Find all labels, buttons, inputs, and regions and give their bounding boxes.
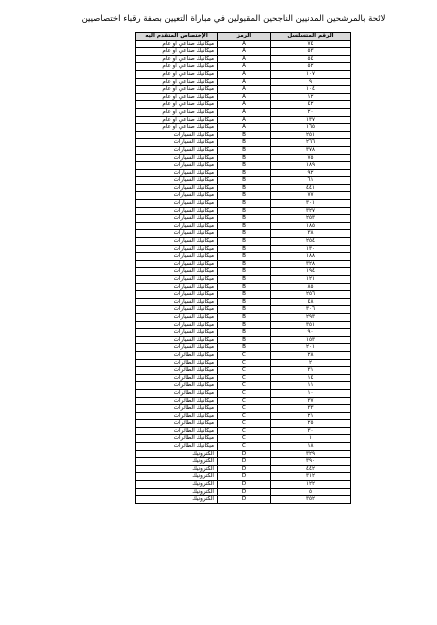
table-row: [136, 313, 351, 321]
number-cell: ١٢١: [271, 276, 351, 284]
specialty-cell: الكترونيك: [136, 450, 218, 458]
table-row: [136, 344, 351, 352]
code-cell: C: [218, 412, 271, 420]
code-cell: B: [218, 298, 271, 306]
specialty-cell: ميكانيك صناعي أو عام: [136, 78, 218, 86]
table-row: [136, 359, 351, 367]
code-cell: B: [218, 192, 271, 200]
table-row: [136, 192, 351, 200]
table-row: [136, 291, 351, 299]
table-row: [136, 70, 351, 78]
table-row: [136, 146, 351, 154]
specialty-cell: ميكانيك السيارات: [136, 313, 218, 321]
table-row: [136, 215, 351, 223]
number-cell: ٣٣: [271, 405, 351, 413]
specialty-cell: ميكانيك الطائرات: [136, 382, 218, 390]
code-cell: B: [218, 146, 271, 154]
code-cell: B: [218, 184, 271, 192]
number-cell: ٧٧: [271, 192, 351, 200]
number-cell: ٣١٢: [271, 473, 351, 481]
table-row: [136, 93, 351, 101]
table-row: [136, 374, 351, 382]
code-cell: B: [218, 215, 271, 223]
table-row: [136, 40, 351, 48]
table-row: [136, 443, 351, 451]
number-cell: ١٣٧: [271, 116, 351, 124]
number-cell: ١٦٥: [271, 124, 351, 132]
specialty-cell: ميكانيك صناعي أو عام: [136, 124, 218, 132]
code-cell: A: [218, 40, 271, 48]
specialty-cell: ميكانيك السيارات: [136, 139, 218, 147]
table-row: [136, 139, 351, 147]
code-cell: B: [218, 162, 271, 170]
code-cell: A: [218, 101, 271, 109]
code-cell: C: [218, 374, 271, 382]
code-cell: B: [218, 200, 271, 208]
specialty-cell: ميكانيك السيارات: [136, 131, 218, 139]
code-cell: A: [218, 48, 271, 56]
code-cell: B: [218, 313, 271, 321]
specialty-cell: ميكانيك السيارات: [136, 146, 218, 154]
specialty-cell: ميكانيك السيارات: [136, 253, 218, 261]
number-cell: ١٨٥: [271, 222, 351, 230]
code-cell: B: [218, 276, 271, 284]
code-cell: A: [218, 55, 271, 63]
number-cell: ٢٨: [271, 351, 351, 359]
number-cell: ١٨٩: [271, 162, 351, 170]
number-cell: ٢٦٦: [271, 139, 351, 147]
table-row: [136, 124, 351, 132]
number-cell: ٣٢٩: [271, 450, 351, 458]
specialty-cell: ميكانيك السيارات: [136, 222, 218, 230]
table-header: [136, 33, 351, 41]
number-cell: ٢٠: [271, 108, 351, 116]
code-cell: B: [218, 139, 271, 147]
specialty-cell: ميكانيك السيارات: [136, 298, 218, 306]
header-row: [136, 33, 351, 41]
specialty-cell: ميكانيك صناعي أو عام: [136, 93, 218, 101]
code-cell: C: [218, 443, 271, 451]
number-cell: ٤٤١: [271, 184, 351, 192]
code-cell: D: [218, 496, 271, 504]
number-cell: ٣٧٨: [271, 146, 351, 154]
code-cell: B: [218, 253, 271, 261]
code-cell: B: [218, 169, 271, 177]
number-cell: ٣٠٦: [271, 306, 351, 314]
number-cell: ٢٥: [271, 420, 351, 428]
specialty-cell: ميكانيك السيارات: [136, 245, 218, 253]
number-cell: ١٥٣: [271, 336, 351, 344]
number-cell: ٣٠١: [271, 200, 351, 208]
table-row: [136, 78, 351, 86]
specialty-cell: ميكانيك صناعي أو عام: [136, 86, 218, 94]
number-cell: ٣٥٢: [271, 496, 351, 504]
table-row: [136, 207, 351, 215]
specialty-cell: ميكانيك السيارات: [136, 344, 218, 352]
number-cell: ٢٥٦: [271, 291, 351, 299]
number-cell: ١٠٤: [271, 86, 351, 94]
number-cell: ١: [271, 435, 351, 443]
number-cell: ٣٢٨: [271, 260, 351, 268]
specialty-cell: ميكانيك الطائرات: [136, 374, 218, 382]
specialty-cell: ميكانيك السيارات: [136, 207, 218, 215]
specialty-cell: ميكانيك صناعي أو عام: [136, 55, 218, 63]
number-cell: ٧٤: [271, 40, 351, 48]
specialty-cell: ميكانيك صناعي أو عام: [136, 48, 218, 56]
table-row: [136, 367, 351, 375]
number-cell: ٢٠١: [271, 344, 351, 352]
specialty-cell: ميكانيك صناعي أو عام: [136, 63, 218, 71]
specialty-cell: ميكانيك السيارات: [136, 177, 218, 185]
code-cell: B: [218, 306, 271, 314]
table-row: [136, 481, 351, 489]
table-row: [136, 458, 351, 466]
table-row: [136, 238, 351, 246]
table-row: [136, 108, 351, 116]
code-cell: C: [218, 351, 271, 359]
specialty-cell: الكترونيك: [136, 465, 218, 473]
table-row: [136, 48, 351, 56]
specialty-cell: ميكانيك السيارات: [136, 154, 218, 162]
code-cell: B: [218, 230, 271, 238]
table-row: [136, 435, 351, 443]
specialty-cell: ميكانيك الطائرات: [136, 389, 218, 397]
code-cell: B: [218, 222, 271, 230]
code-header: الرمز: [218, 33, 271, 41]
number-cell: ١٤: [271, 374, 351, 382]
table-row: [136, 283, 351, 291]
code-cell: D: [218, 473, 271, 481]
number-cell: ٥: [271, 488, 351, 496]
number-cell: ٥٣: [271, 48, 351, 56]
specialty-cell: الكترونيك: [136, 496, 218, 504]
table-row: [136, 397, 351, 405]
table-row: [136, 184, 351, 192]
specialty-cell: ميكانيك السيارات: [136, 230, 218, 238]
specialty-cell: ميكانيك صناعي أو عام: [136, 108, 218, 116]
table-row: [136, 162, 351, 170]
number-cell: ١٨: [271, 443, 351, 451]
table-row: [136, 321, 351, 329]
number-cell: ٥٤: [271, 55, 351, 63]
specialty-cell: ميكانيك السيارات: [136, 306, 218, 314]
specialty-cell: ميكانيك السيارات: [136, 291, 218, 299]
code-cell: B: [218, 283, 271, 291]
specialty-cell: ميكانيك صناعي أو عام: [136, 70, 218, 78]
number-cell: ٢: [271, 359, 351, 367]
code-cell: D: [218, 481, 271, 489]
table-row: [136, 351, 351, 359]
number-cell: ٢٩٣: [271, 313, 351, 321]
specialty-cell: ميكانيك الطائرات: [136, 351, 218, 359]
specialty-cell: ميكانيك صناعي أو عام: [136, 101, 218, 109]
specialty-cell: ميكانيك الطائرات: [136, 359, 218, 367]
code-cell: C: [218, 389, 271, 397]
specialty-cell: ميكانيك الطائرات: [136, 420, 218, 428]
number-cell: ٩: [271, 78, 351, 86]
specialty-cell: ميكانيك السيارات: [136, 260, 218, 268]
table-row: [136, 496, 351, 504]
code-cell: C: [218, 367, 271, 375]
table-row: [136, 200, 351, 208]
code-cell: A: [218, 78, 271, 86]
specialty-cell: ميكانيك السيارات: [136, 238, 218, 246]
number-cell: ١٢٢: [271, 481, 351, 489]
specialty-header: الإختصاص المتقدم اليه: [136, 33, 218, 41]
specialty-cell: الكترونيك: [136, 473, 218, 481]
document-title: لائحة بالمرشحين المدنيين الناجحين المقبولين في مباراة التعيين بصفة رقباء اختصاصيين: [81, 14, 386, 24]
results-table: [135, 32, 351, 504]
number-cell: ٣١: [271, 367, 351, 375]
code-cell: B: [218, 329, 271, 337]
specialty-cell: ميكانيك السيارات: [136, 283, 218, 291]
number-cell: ٩٠: [271, 329, 351, 337]
table-body: [136, 40, 351, 503]
table-row: [136, 382, 351, 390]
table-row: [136, 389, 351, 397]
number-cell: ٤٨: [271, 298, 351, 306]
table-row: [136, 169, 351, 177]
table-row: [136, 298, 351, 306]
number-cell: ٢١: [271, 412, 351, 420]
code-cell: A: [218, 93, 271, 101]
code-cell: B: [218, 154, 271, 162]
code-cell: B: [218, 336, 271, 344]
number-cell: ٢٥١: [271, 131, 351, 139]
specialty-cell: ميكانيك السيارات: [136, 200, 218, 208]
code-cell: D: [218, 488, 271, 496]
table-row: [136, 86, 351, 94]
code-cell: D: [218, 458, 271, 466]
code-cell: B: [218, 207, 271, 215]
specialty-cell: ميكانيك السيارات: [136, 329, 218, 337]
number-cell: ٣٢٧: [271, 207, 351, 215]
number-cell: ٨٥: [271, 283, 351, 291]
table-row: [136, 488, 351, 496]
number-cell: ٩٢: [271, 169, 351, 177]
table-row: [136, 63, 351, 71]
number-cell: ٤٢: [271, 101, 351, 109]
specialty-cell: ميكانيك الطائرات: [136, 412, 218, 420]
code-cell: A: [218, 70, 271, 78]
table-row: [136, 306, 351, 314]
code-cell: B: [218, 131, 271, 139]
table-row: [136, 465, 351, 473]
table-row: [136, 131, 351, 139]
code-cell: B: [218, 238, 271, 246]
specialty-cell: ميكانيك الطائرات: [136, 443, 218, 451]
code-cell: C: [218, 427, 271, 435]
table-row: [136, 336, 351, 344]
code-cell: C: [218, 435, 271, 443]
specialty-cell: ميكانيك السيارات: [136, 169, 218, 177]
number-cell: ٣٩٠: [271, 458, 351, 466]
table-row: [136, 260, 351, 268]
table-row: [136, 253, 351, 261]
code-cell: D: [218, 450, 271, 458]
specialty-cell: الكترونيك: [136, 458, 218, 466]
specialty-cell: ميكانيك الطائرات: [136, 397, 218, 405]
code-cell: B: [218, 321, 271, 329]
specialty-cell: ميكانيك السيارات: [136, 184, 218, 192]
specialty-cell: ميكانيك السيارات: [136, 215, 218, 223]
specialty-cell: ميكانيك الطائرات: [136, 367, 218, 375]
number-cell: ٧٥: [271, 154, 351, 162]
specialty-cell: ميكانيك السيارات: [136, 336, 218, 344]
code-cell: C: [218, 405, 271, 413]
number-cell: ٣٨: [271, 230, 351, 238]
code-cell: C: [218, 397, 271, 405]
number-cell: ٣٧: [271, 397, 351, 405]
number-cell: ١٨٨: [271, 253, 351, 261]
number-cell: ٤٤٢: [271, 465, 351, 473]
code-cell: C: [218, 359, 271, 367]
table-row: [136, 329, 351, 337]
number-cell: ٣٥١: [271, 321, 351, 329]
number-cell: ٢٥٣: [271, 215, 351, 223]
specialty-cell: ميكانيك الطائرات: [136, 435, 218, 443]
code-cell: A: [218, 63, 271, 71]
code-cell: B: [218, 260, 271, 268]
code-cell: B: [218, 291, 271, 299]
number-cell: ١٠٧: [271, 70, 351, 78]
code-cell: A: [218, 108, 271, 116]
number-cell: ١١: [271, 382, 351, 390]
specialty-cell: ميكانيك الطائرات: [136, 427, 218, 435]
number-cell: ١٩٤: [271, 268, 351, 276]
table-row: [136, 450, 351, 458]
code-cell: B: [218, 177, 271, 185]
specialty-cell: ميكانيك السيارات: [136, 192, 218, 200]
number-cell: ١٠: [271, 389, 351, 397]
specialty-cell: ميكانيك الطائرات: [136, 405, 218, 413]
specialty-cell: ميكانيك السيارات: [136, 276, 218, 284]
table-row: [136, 101, 351, 109]
table-row: [136, 245, 351, 253]
table-row: [136, 412, 351, 420]
code-cell: B: [218, 344, 271, 352]
table-row: [136, 230, 351, 238]
table-row: [136, 55, 351, 63]
number-header: الرقم المتسلسل: [271, 33, 351, 41]
number-cell: ٦١: [271, 177, 351, 185]
code-cell: D: [218, 465, 271, 473]
table-row: [136, 420, 351, 428]
table-row: [136, 268, 351, 276]
table-row: [136, 405, 351, 413]
code-cell: A: [218, 124, 271, 132]
table-row: [136, 276, 351, 284]
number-cell: ١٣٠: [271, 245, 351, 253]
code-cell: A: [218, 116, 271, 124]
specialty-cell: الكترونيك: [136, 488, 218, 496]
code-cell: B: [218, 245, 271, 253]
table-row: [136, 222, 351, 230]
table-row: [136, 154, 351, 162]
specialty-cell: ميكانيك صناعي أو عام: [136, 116, 218, 124]
table-row: [136, 177, 351, 185]
number-cell: ٣٠: [271, 427, 351, 435]
specialty-cell: ميكانيك السيارات: [136, 268, 218, 276]
number-cell: ١٢: [271, 93, 351, 101]
code-cell: B: [218, 268, 271, 276]
table-row: [136, 427, 351, 435]
specialty-cell: ميكانيك السيارات: [136, 321, 218, 329]
code-cell: A: [218, 86, 271, 94]
table-row: [136, 116, 351, 124]
specialty-cell: الكترونيك: [136, 481, 218, 489]
specialty-cell: ميكانيك السيارات: [136, 162, 218, 170]
code-cell: C: [218, 420, 271, 428]
number-cell: ٥٢: [271, 63, 351, 71]
specialty-cell: ميكانيك صناعي أو عام: [136, 40, 218, 48]
number-cell: ٢٥٤: [271, 238, 351, 246]
table-row: [136, 473, 351, 481]
code-cell: C: [218, 382, 271, 390]
